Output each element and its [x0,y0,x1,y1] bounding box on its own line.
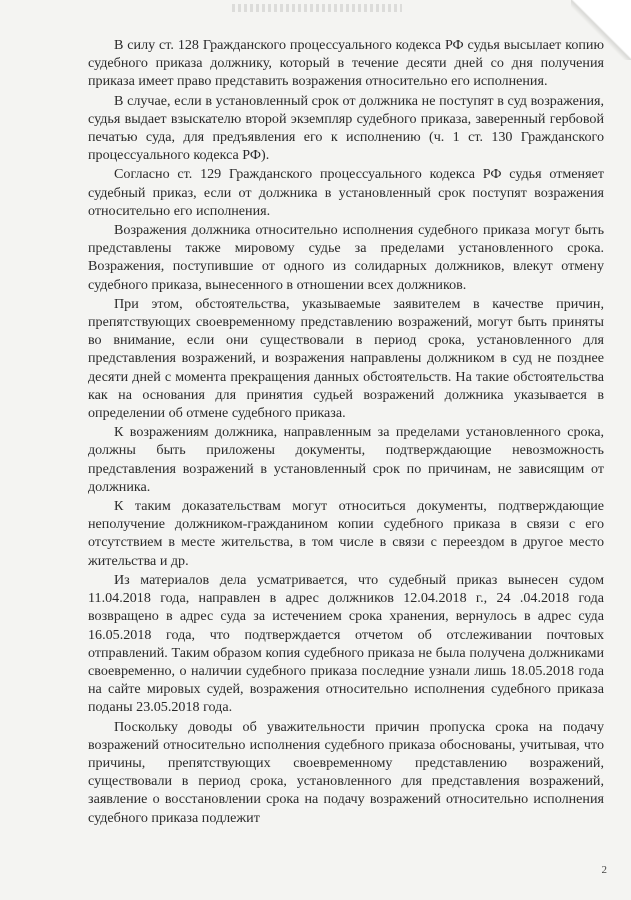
paragraph-6: К возражениям должника, направленным за пределами установленного срока, должны быть приложены документы, подтверждающие невозможность представления возражений в установленный срок по причинам, не зависящим от должника. [88,424,604,495]
paragraph-2: В случае, если в установленный срок от должника не поступят в суд возражения, судья выдает взыскателю второй экземпляр судебного приказа, заверенный гербовой печатью суда, для предъявления его к исполнению (ч. 1 ст. 130 Гражданского процессуального кодекса РФ). [88,92,604,164]
header-stamp-smudge [232,4,402,12]
paragraph-4: Возражения должника относительно исполнения судебного приказа могут быть представлены также мировому судье за пределами установленного срока. Возражения, поступившие от одного из солидарных должников, влекут отмену судебного приказа, вынесенного в отношении всех должников. [88,222,604,293]
paragraph-3: Согласно ст. 129 Гражданского процессуального кодекса РФ судья отменяет судебный приказ, если от должника в установленный срок поступят возражения относительно его исполнения. [88,166,604,219]
paragraph-1: В силу ст. 128 Гражданского процессуального кодекса РФ судья высылает копию судебного приказа должнику, который в течение десяти дней со дня получения приказа имеет право представить возражения относительно его исполнения. [88,37,604,90]
document-body [88,36,604,827]
page-number: 2 [601,864,607,876]
paragraph-5: При этом, обстоятельства, указываемые заявителем в качестве причин, препятствующих своевременному представлению возражений, могут быть приняты во внимание, если они существовали в период срока, установленного для представления возражений, и возражения направлены должником в суд не позднее десяти дней с момента прекращения данных обстоятельств. На такие обстоятельства как на основания для принятия судьей возражений должника указывается в определении об отмене судебного приказа. [88,295,604,422]
paragraph-7: К таким доказательствам могут относиться документы, подтверждающие неполучение должником-гражданином копии судебного приказа в связи с его отсутствием в месте жительства, в том числе в связи с переездом в другое место жительства и др. [88,498,604,569]
paragraph-9: Поскольку доводы об уважительности причин пропуска срока на подачу возражений относительно исполнения судебного приказа обоснованы, учитывая, что причины, препятствующих своевременному представлению возражений, существовали в период срока, установленного для представления возражений, заявление о восстановлении срока на подачу возражений относительно исполнения судебного приказа подлежит [88,718,604,826]
paragraph-8: Из материалов дела усматривается, что судебный приказ вынесен судом 11.04.2018 года, направлен в адрес должников 12.04.2018 г., 24 .04.2018 года возвращено в адрес суда за истечением срока хранения, вернулось в адрес суда 16.05.2018 года, что подтверждается отчетом об отслеживании почтовых отправлений. Таким образом копия судебного приказа не была получена должниками своевременно, о наличии судебного приказа последние узнали лишь 18.05.2018 года на сайте мировых судей, возражения относительно исполнения судебного приказа поданы 23.05.2018 года. [88,571,604,716]
